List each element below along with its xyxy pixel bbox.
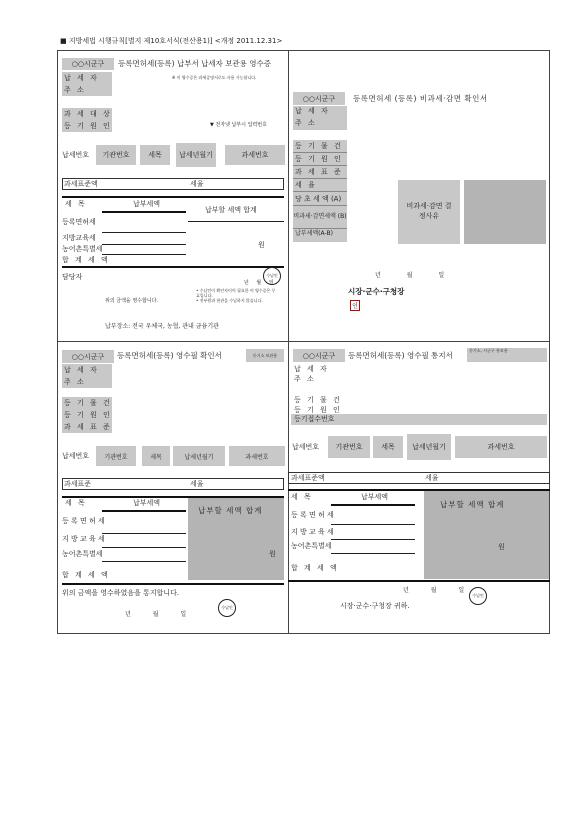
exempt-tax-label: 비과세·감면세액 (B) (293, 213, 347, 221)
row-registration-tax: 등록면허세 (62, 218, 96, 226)
rule (62, 583, 284, 585)
receipt-no-label: 등기접수번호 (294, 415, 335, 423)
address-label: 주 소 (64, 378, 86, 386)
std-label: 과 세 표 준 (64, 423, 112, 431)
std-label: 과 세 표 준 (295, 168, 343, 176)
col-item: 세목 (140, 145, 170, 165)
tax-no-label: 납세번호 (62, 452, 90, 460)
sum-header: 납부할 세액 합계 (205, 206, 257, 214)
taxpayer-label: 납 세 자 (64, 74, 99, 82)
rule (62, 266, 284, 268)
col-tax-no: 과세번호 (225, 145, 285, 165)
target-label: 과 세 대 상 (64, 110, 112, 118)
thing-label: 등 기 물 건 (64, 399, 112, 407)
rule (331, 504, 415, 506)
col-period: 납세년월기 (407, 434, 451, 460)
tax-standard-row (288, 472, 550, 484)
cause-label: 등 기 원 인 (64, 122, 112, 130)
sigungu-box: ○○시군구 (62, 58, 114, 70)
col-tax-no: 과세번호 (229, 446, 285, 466)
rule (293, 191, 347, 192)
std-label: 과세표준액 (64, 180, 98, 188)
date-label: 년 월 일 (375, 272, 457, 279)
address-label: 주 소 (64, 86, 86, 94)
panel-title: 등록면허세(등록) 영수필 확인서 (117, 351, 222, 360)
item-header: 세 목 (291, 493, 313, 501)
rule (102, 510, 186, 512)
address-label: 주 소 (295, 119, 317, 127)
sigungu-box: ○○시군구 (293, 349, 345, 362)
rule (102, 244, 186, 245)
row-rural-tax: 농어촌특별세 (291, 542, 332, 550)
sum-header: 납부할 세액 합계 (440, 500, 505, 509)
stamp-seal: 수납인 (218, 599, 236, 617)
reason-box: 비과세·감면 결정사유 (398, 180, 460, 244)
col-agency: 기관번호 (96, 446, 136, 466)
col-tax-no: 과세번호 (455, 436, 547, 458)
cause-label: 등 기 원 인 (64, 411, 112, 419)
notify-text: 위의 금액을 영수하였음을 통지합니다. (62, 589, 180, 597)
taxpayer-label: 납 세 자 (294, 365, 329, 373)
col-item: 세목 (142, 446, 170, 466)
payment-place: 납부장소: 전국 우체국, 농협, 관내 금융기관 (105, 323, 219, 330)
won-label: 원 (269, 550, 276, 558)
stamp-seal: 수납인 (469, 587, 487, 605)
col-period: 납세년월기 (176, 143, 216, 167)
rule (293, 178, 347, 179)
row-total: 합 계 세 액 (62, 256, 110, 264)
row-total: 합 계 세 액 (62, 571, 110, 579)
std-value: 세율 (190, 480, 204, 488)
rule (188, 221, 284, 222)
won-label: 원 (498, 543, 505, 551)
rule (331, 539, 415, 540)
addressee-text: 시장·군수·구청장 귀하. (340, 602, 410, 610)
rule (102, 254, 186, 255)
col-period: 납세년월기 (173, 446, 225, 466)
tax-no-label: 납세번호 (292, 443, 320, 451)
won-label: 원 (258, 241, 265, 249)
row-registration-tax: 등 록 면 허 세 (62, 517, 105, 525)
col-item: 세목 (373, 436, 403, 458)
officer-label: 담당자 (62, 273, 83, 281)
row-rural-tax: 농어촌특별세 (62, 550, 103, 558)
amount-header: 납부세액 (361, 493, 389, 501)
electronic-label: ▼ 전자넷 납부시 입력번호 (210, 122, 267, 128)
col-agency: 기관번호 (96, 145, 136, 165)
rule (102, 547, 186, 548)
panel-title: 등록면허세(등록) 영수필 통지서 (348, 351, 453, 360)
tax-standard-row (62, 478, 284, 490)
thing-label: 등 기 물 건 (294, 396, 342, 404)
sum-header: 납부할 세액 합계 (198, 506, 263, 515)
form-header: ■ 지방세법 시행규칙[별지 제10호서식(전산용1)] <개정 2011.12.31> (60, 37, 283, 45)
official-seal: 인 (350, 300, 360, 311)
std-label: 과세표준액 (291, 474, 325, 482)
vertical-divider (288, 50, 289, 634)
horizontal-divider (57, 341, 550, 342)
storage-badge: 등기소 보관용 (246, 349, 284, 362)
rule (293, 205, 347, 206)
row-education-tax: 지방교육세 (62, 234, 96, 242)
notice-badge: 등기소, 시군구 통보용 (467, 348, 547, 362)
std-value: 세율 (190, 180, 204, 188)
rule (102, 533, 186, 534)
tax-no-label: 납세번호 (62, 151, 90, 159)
col-agency: 기관번호 (328, 436, 370, 458)
row-rural-tax: 농어촌특별세 (62, 245, 103, 253)
rule (102, 232, 186, 233)
std-label: 과세표준 (64, 480, 92, 488)
pay-tax-label: 납부세액(A-B) (295, 230, 333, 237)
address-label: 주 소 (294, 375, 316, 383)
rule (288, 580, 550, 582)
amount-header: 납부세액 (133, 200, 161, 208)
sigungu-box: ○○시군구 (293, 92, 345, 105)
taxpayer-label: 납 세 자 (64, 366, 99, 374)
date-label: 년 월 일 (403, 587, 475, 594)
receipt-text: 위의 금액을 영수합니다. (105, 298, 159, 304)
orig-tax-label: 당 초 세 액 (A) (295, 195, 342, 203)
receipt-notice: • 수납인이 확인자이어 필요한 이 영수증은 무효입니다. • 전부원과 현관을 수납하지 않습니다. (196, 288, 276, 304)
rule (293, 228, 347, 229)
stamp-seal: 수납인 (263, 267, 281, 285)
row-education-tax: 지 방 교 육 세 (62, 535, 105, 543)
row-total: 합 계 세 액 (291, 564, 339, 572)
rule (293, 152, 347, 153)
rule (62, 196, 284, 198)
item-header: 세 목 (65, 499, 87, 507)
rule (293, 165, 347, 166)
rule (102, 211, 186, 213)
rule (331, 524, 415, 525)
taxpayer-label: 납 세 자 (295, 107, 330, 115)
row-registration-tax: 등 록 면 허 세 (291, 511, 334, 519)
reason-value-box (464, 180, 546, 244)
cause-label: 등 기 원 인 (295, 155, 343, 163)
receipt-note: ※ 이 영수증은 과세증명서로도 사용 가능합니다. (172, 75, 257, 80)
rule (102, 561, 186, 562)
row-education-tax: 지 방 교 육 세 (291, 528, 334, 536)
panel-title: 등록면허세(등록) 납부서 납세자 보관용 영수증 (118, 59, 272, 68)
amount-header: 납부세액 (133, 499, 161, 507)
date-label: 년 월 일 (244, 280, 277, 286)
rule (331, 553, 415, 554)
date-label: 년 월 일 (125, 611, 197, 618)
std-value: 세율 (425, 474, 439, 482)
thing-label: 등 기 물 건 (295, 142, 343, 150)
sigungu-box: ○○시군구 (62, 350, 114, 363)
item-header: 세 목 (65, 200, 87, 208)
rate-label: 세 율 (295, 181, 317, 189)
cause-label: 등 기 원 인 (294, 406, 342, 414)
official-title: 시장·군수·구청장 (348, 287, 405, 296)
panel-title: 등록면허세 (등록) 비과세·감면 확인서 (353, 94, 488, 103)
